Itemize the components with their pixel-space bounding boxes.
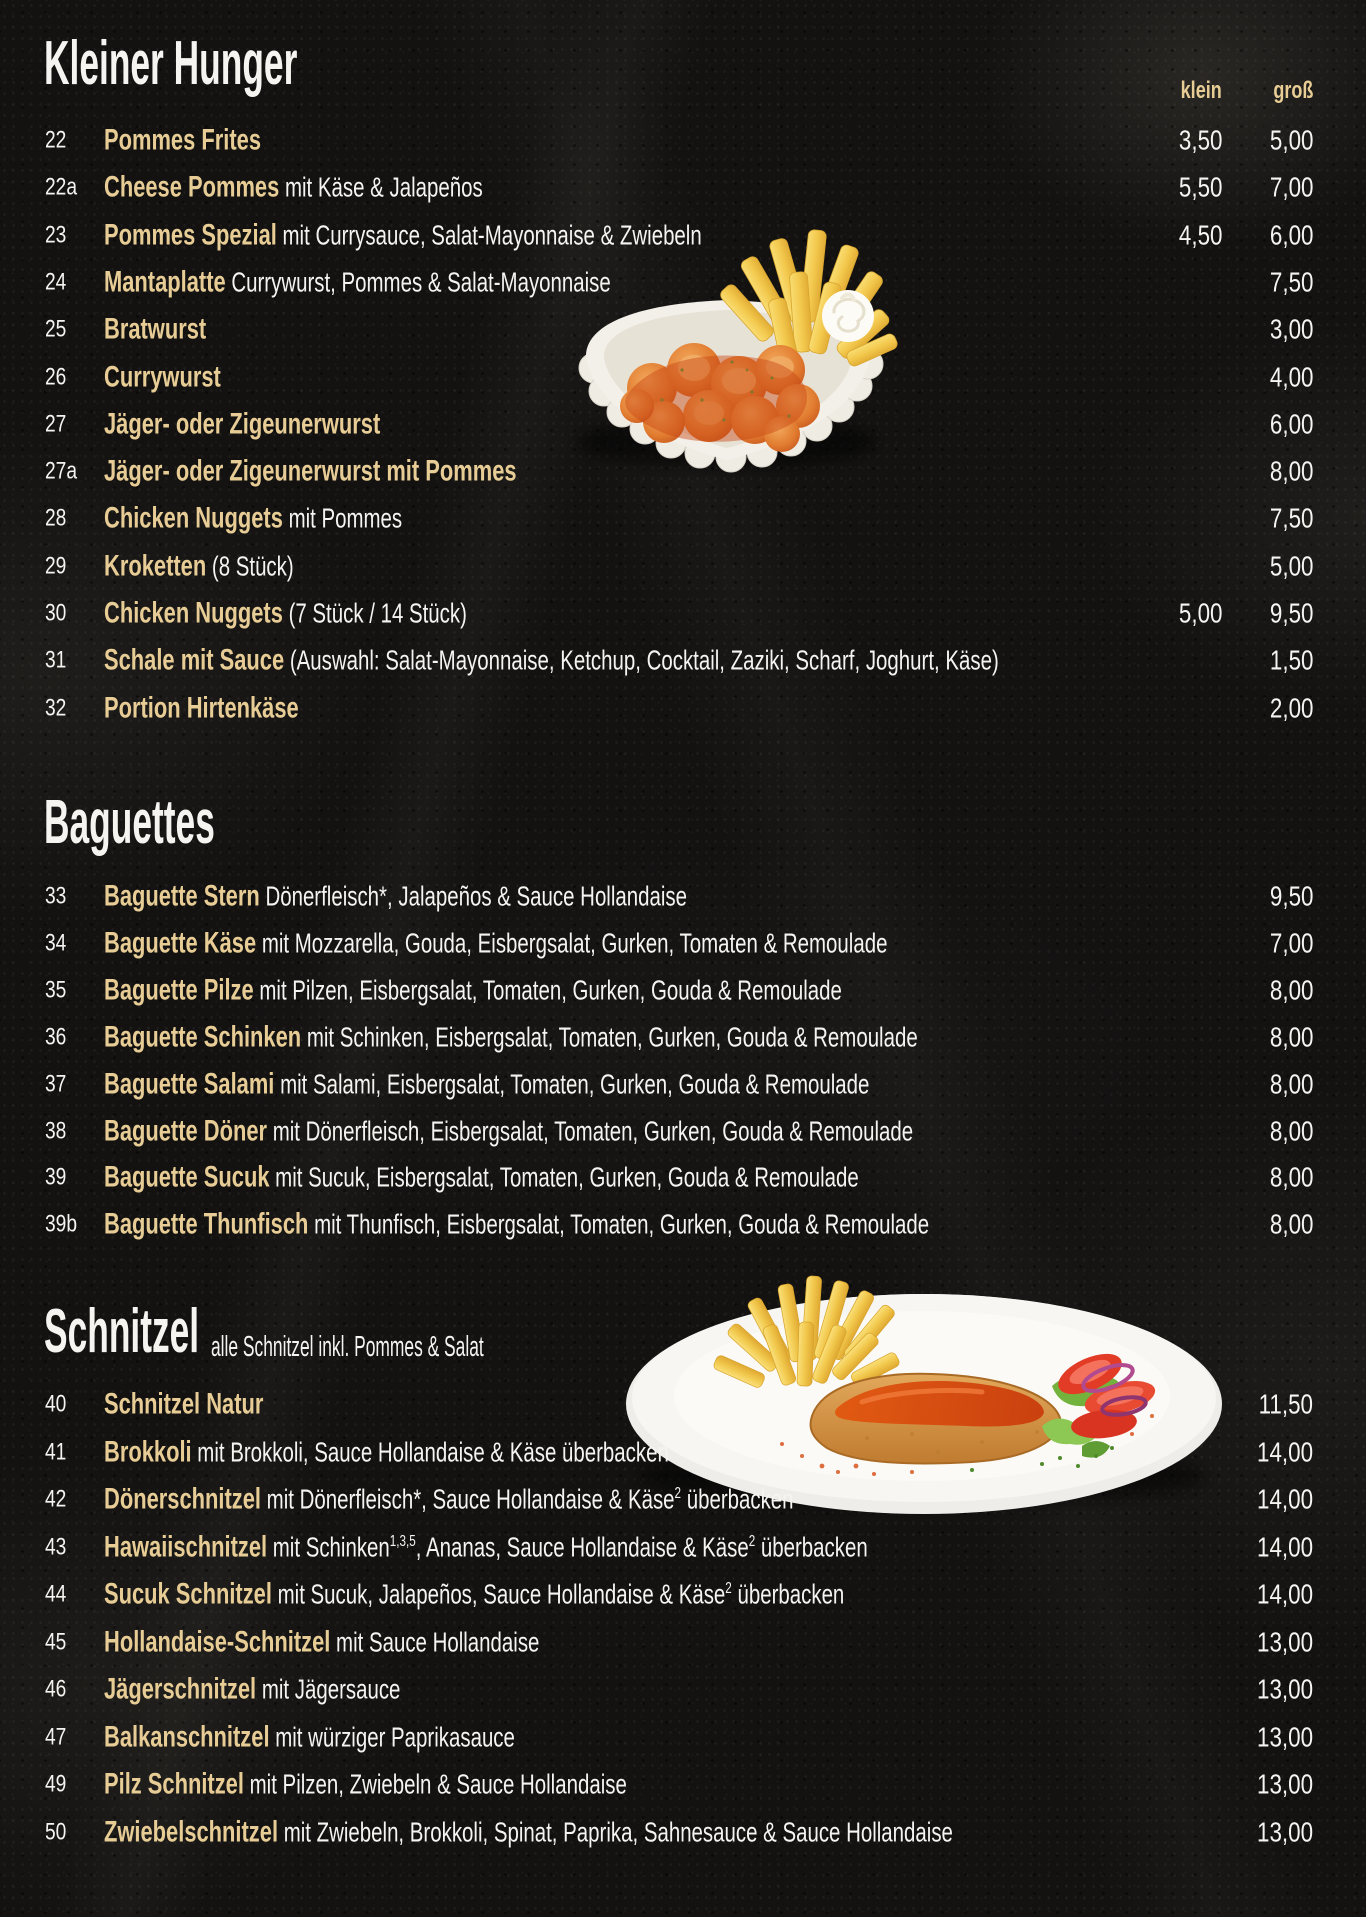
item-number: 22: [45, 126, 67, 154]
menu-item-row: [0, 685, 1366, 733]
item-name: Portion Hirtenkäse: [104, 690, 299, 724]
menu-item-row: [0, 1761, 1366, 1809]
item-price-gross: 8,00: [1269, 1067, 1313, 1099]
item-text: [104, 1387, 263, 1421]
item-text: [104, 1720, 515, 1754]
item-price-gross: 11,50: [1258, 1388, 1313, 1420]
item-name: Pilz Schnitzel: [104, 1767, 244, 1801]
item-text: [104, 218, 702, 252]
item-price-gross: 5,00: [1269, 124, 1313, 156]
item-price-gross: 1,50: [1269, 644, 1313, 676]
item-name: Hawaiischnitzel: [104, 1529, 268, 1563]
item-price-gross: 8,00: [1269, 1208, 1313, 1240]
item-text: [104, 1672, 400, 1706]
item-name: Chicken Nuggets: [104, 596, 283, 630]
menu-item-row: [0, 1154, 1366, 1202]
item-number: 45: [45, 1627, 67, 1655]
item-text: [104, 1114, 913, 1148]
menu-item-row: [0, 495, 1366, 543]
menu-item-row: [0, 1666, 1366, 1714]
item-text: [104, 644, 999, 678]
item-number: 50: [45, 1817, 67, 1845]
item-name: Brokkoli: [104, 1434, 192, 1468]
menu-item-row: [0, 306, 1366, 354]
item-text: [104, 1020, 918, 1054]
item-price-gross: 13,00: [1256, 1815, 1313, 1847]
section-title-baguettes: Baguettes: [44, 788, 215, 857]
price-col-header-gross: groß: [1273, 77, 1313, 104]
item-description: mit Käse & Jalapeños: [284, 171, 483, 203]
menu-item-row: [0, 1524, 1366, 1572]
item-description: mit Salami, Eisbergsalat, Tomaten, Gurken, Gouda & Remoulade: [280, 1067, 870, 1099]
menu-item-row: [0, 543, 1366, 591]
item-price-gross: 3,00: [1269, 313, 1313, 345]
item-name: Schnitzel Natur: [104, 1387, 264, 1421]
menu-item-row: [0, 164, 1366, 212]
item-number: 27a: [45, 457, 78, 485]
item-number: 25: [45, 315, 67, 343]
item-text: [104, 454, 517, 488]
item-description: mit Schinken, Eisbergsalat, Tomaten, Gurken, Gouda & Remoulade: [306, 1021, 918, 1053]
item-number: 36: [45, 1023, 67, 1051]
item-text: [104, 1767, 627, 1801]
menu-item-row: [0, 1619, 1366, 1667]
item-text: [104, 1530, 868, 1564]
item-number: 35: [45, 976, 67, 1004]
item-number: 34: [45, 929, 67, 957]
item-price-gross: 14,00: [1256, 1578, 1313, 1610]
menu-item-row: [0, 1014, 1366, 1062]
item-description: mit Sauce Hollandaise: [336, 1625, 540, 1657]
item-price-gross: 7,00: [1269, 171, 1313, 203]
item-number: 49: [45, 1770, 67, 1798]
item-text: [104, 502, 402, 536]
item-price-gross: 14,00: [1256, 1530, 1313, 1562]
item-text: [104, 1208, 929, 1242]
item-description: mit Zwiebeln, Brokkoli, Spinat, Paprika, Sahnesauce & Sauce Hollandaise: [283, 1815, 953, 1847]
menu-item-row: [0, 448, 1366, 496]
section-subtitle-schnitzel: alle Schnitzel inkl. Pommes & Salat: [211, 1331, 484, 1363]
item-price-klein: 5,00: [1178, 597, 1222, 629]
item-price-gross: 14,00: [1256, 1435, 1313, 1467]
item-description: mit Pommes: [288, 502, 403, 534]
item-text: [104, 1815, 953, 1849]
item-description: (Auswahl: Salat-Mayonnaise, Ketchup, Cocktail, Zaziki, Scharf, Joghurt, Käse): [289, 644, 999, 676]
item-number: 39: [45, 1163, 67, 1191]
item-description: mit würziger Paprikasauce: [275, 1720, 515, 1752]
item-number: 46: [45, 1675, 67, 1703]
item-description: mit Dönerfleisch*, Sauce Hollandaise & Käse$^2$ überbacken: [266, 1483, 794, 1515]
item-text: [104, 407, 380, 441]
item-description: mit Pilzen, Eisbergsalat, Tomaten, Gurken, Gouda & Remoulade: [259, 974, 842, 1006]
item-description: mit Mozzarella, Gouda, Eisbergsalat, Gurken, Tomaten & Remoulade: [261, 927, 888, 959]
item-description: Dönerfleisch*, Jalapeños & Sauce Hollandaise: [265, 880, 687, 912]
item-price-gross: 6,00: [1269, 408, 1313, 440]
item-name: Jäger- oder Zigeunerwurst mit Pommes: [104, 454, 517, 488]
item-number: 39b: [45, 1210, 78, 1238]
item-description: mit Thunfisch, Eisbergsalat, Tomaten, Gurken, Gouda & Remoulade: [314, 1208, 930, 1240]
item-price-klein: 4,50: [1178, 218, 1222, 250]
item-name: Zwiebelschnitzel: [104, 1814, 279, 1848]
item-text: [104, 313, 206, 347]
item-description: mit Sucuk, Jalapeños, Sauce Hollandaise & Käse$^2$ überbacken: [277, 1578, 845, 1610]
item-number: 23: [45, 221, 67, 249]
item-number: 42: [45, 1485, 67, 1513]
menu-item-row: [0, 117, 1366, 165]
item-number: 29: [45, 552, 67, 580]
item-price-gross: 8,00: [1269, 1161, 1313, 1193]
item-description: mit Pilzen, Zwiebeln & Sauce Hollandaise: [249, 1768, 627, 1800]
item-description: mit Dönerfleisch, Eisbergsalat, Tomaten, Gurken, Gouda & Remoulade: [272, 1114, 914, 1146]
item-text: [104, 360, 221, 394]
menu-item-row: [0, 637, 1366, 685]
item-text: [104, 1161, 859, 1195]
menu-item-row: [0, 873, 1366, 921]
item-name: Baguette Salami: [104, 1066, 275, 1100]
item-price-gross: 2,00: [1269, 691, 1313, 723]
item-number: 28: [45, 504, 67, 532]
menu-item-row: [0, 1381, 1366, 1429]
item-price-gross: 7,50: [1269, 502, 1313, 534]
menu-item-row: [0, 1108, 1366, 1156]
price-col-header-klein: klein: [1180, 77, 1222, 104]
item-price-gross: 5,00: [1269, 550, 1313, 582]
item-price-gross: 9,50: [1269, 880, 1313, 912]
item-number: 30: [45, 599, 67, 627]
item-name: Schale mit Sauce: [104, 643, 285, 677]
menu-item-row: [0, 259, 1366, 307]
item-name: Baguette Sucuk: [104, 1160, 270, 1194]
menu-item-row: [0, 1476, 1366, 1524]
item-name: Jäger- oder Zigeunerwurst: [104, 407, 381, 441]
item-price-gross: 7,50: [1269, 266, 1313, 298]
item-price-gross: 4,00: [1269, 360, 1313, 392]
item-number: 47: [45, 1722, 67, 1750]
item-number: 22a: [45, 173, 78, 201]
item-name: Baguette Thunfisch: [104, 1207, 309, 1241]
item-number: 38: [45, 1116, 67, 1144]
item-description: Currywurst, Pommes & Salat-Mayonnaise: [231, 266, 611, 298]
menu-item-row: [0, 1714, 1366, 1762]
item-text: [104, 1435, 669, 1469]
item-price-gross: 8,00: [1269, 1021, 1313, 1053]
item-name: Baguette Döner: [104, 1113, 268, 1147]
item-name: Hollandaise-Schnitzel: [104, 1624, 331, 1658]
item-name: Pommes Spezial: [104, 217, 277, 251]
item-name: Currywurst: [104, 359, 221, 393]
item-text: [104, 171, 483, 205]
section-title-schnitzel: Schnitzel: [44, 1297, 200, 1366]
item-number: 41: [45, 1437, 67, 1465]
item-number: 32: [45, 694, 67, 722]
item-number: 24: [45, 268, 67, 296]
item-text: [104, 926, 887, 960]
item-name: Baguette Stern: [104, 879, 260, 913]
item-text: [104, 691, 299, 725]
item-price-gross: 8,00: [1269, 1114, 1313, 1146]
menu-item-row: [0, 920, 1366, 968]
item-text: [104, 973, 842, 1007]
item-price-gross: 6,00: [1269, 218, 1313, 250]
item-price-gross: 9,50: [1269, 597, 1313, 629]
menu-item-row: [0, 1061, 1366, 1109]
item-description: mit Currysauce, Salat-Mayonnaise & Zwiebeln: [282, 218, 702, 250]
item-price-gross: 13,00: [1256, 1768, 1313, 1800]
item-name: Cheese Pommes: [104, 170, 280, 204]
item-description: mit Schinken$^{1,3,5}$, Ananas, Sauce Hollandaise & Käse$^2$ überbacken: [272, 1530, 868, 1562]
item-number: 27: [45, 410, 67, 438]
menu-item-row: [0, 1809, 1366, 1857]
item-text: [104, 1067, 869, 1101]
item-text: [104, 123, 261, 157]
item-price-klein: 5,50: [1178, 171, 1222, 203]
item-name: Mantaplatte: [104, 265, 226, 299]
item-price-gross: 13,00: [1256, 1673, 1313, 1705]
menu-item-row: [0, 1429, 1366, 1477]
item-text: [104, 596, 467, 630]
item-name: Baguette Pilze: [104, 973, 254, 1007]
item-number: 44: [45, 1580, 67, 1608]
item-name: Jägerschnitzel: [104, 1672, 257, 1706]
menu-item-row: [0, 1201, 1366, 1249]
item-description: mit Jägersauce: [261, 1673, 401, 1705]
item-name: Balkanschnitzel: [104, 1719, 270, 1753]
item-name: Baguette Käse: [104, 926, 257, 960]
menu-item-row: [0, 401, 1366, 449]
item-price-gross: 13,00: [1256, 1625, 1313, 1657]
item-text: [104, 549, 294, 583]
item-text: [104, 879, 687, 913]
item-description: mit Sucuk, Eisbergsalat, Tomaten, Gurken, Gouda & Remoulade: [275, 1161, 859, 1193]
item-price-klein: 3,50: [1178, 124, 1222, 156]
item-price-gross: 13,00: [1256, 1720, 1313, 1752]
item-number: 40: [45, 1390, 67, 1418]
menu-item-row: [0, 1571, 1366, 1619]
item-name: Bratwurst: [104, 312, 207, 346]
item-description: mit Brokkoli, Sauce Hollandaise & Käse überbacken: [197, 1435, 669, 1467]
menu-item-row: [0, 354, 1366, 402]
section-title-kleiner-hunger: Kleiner Hunger: [44, 29, 298, 98]
item-name: Sucuk Schnitzel: [104, 1577, 272, 1611]
item-text: [104, 1482, 794, 1516]
item-name: Chicken Nuggets: [104, 501, 283, 535]
item-name: Pommes Frites: [104, 123, 262, 157]
item-price-gross: 7,00: [1269, 927, 1313, 959]
item-text: [104, 1577, 844, 1611]
item-name: Kroketten: [104, 549, 207, 583]
item-price-gross: 8,00: [1269, 974, 1313, 1006]
item-number: 43: [45, 1532, 67, 1560]
item-price-gross: 8,00: [1269, 455, 1313, 487]
item-text: [104, 1625, 539, 1659]
item-number: 26: [45, 362, 67, 390]
item-number: 37: [45, 1070, 67, 1098]
item-name: Dönerschnitzel: [104, 1482, 261, 1516]
item-text: [104, 265, 611, 299]
menu-item-row: [0, 967, 1366, 1015]
item-number: 31: [45, 646, 67, 674]
item-description: (8 Stück): [211, 550, 294, 582]
item-description: (7 Stück / 14 Stück): [288, 597, 467, 629]
item-price-gross: 14,00: [1256, 1483, 1313, 1515]
item-name: Baguette Schinken: [104, 1020, 302, 1054]
item-number: 33: [45, 882, 67, 910]
menu-item-row: [0, 212, 1366, 260]
menu-item-row: [0, 590, 1366, 638]
